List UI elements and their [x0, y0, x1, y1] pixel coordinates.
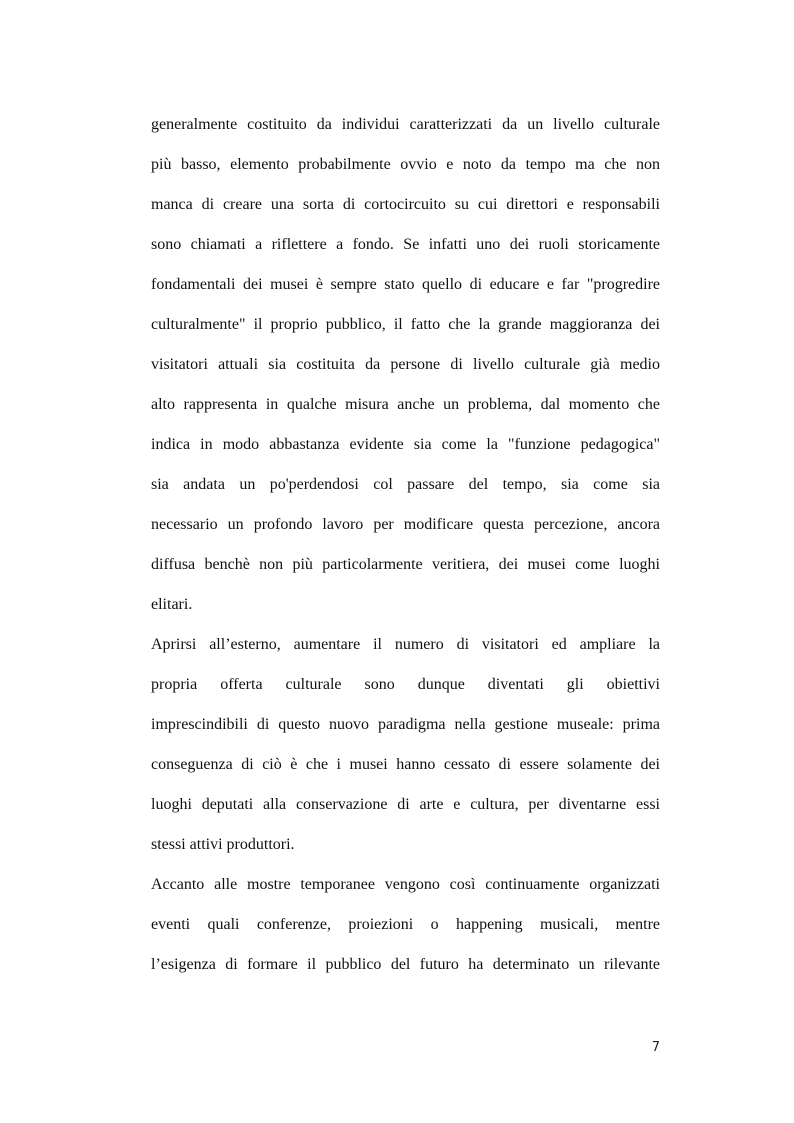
text-line: culturalmente" il proprio pubblico, il fatto che la grande maggioranza dei — [151, 316, 660, 333]
page-number: 7 — [651, 1040, 660, 1055]
text-line: indica in modo abbastanza evidente sia come la "funzione pedagogica" — [151, 436, 660, 453]
text-line: propria offerta culturale sono dunque diventati gli obiettivi — [151, 676, 660, 693]
text-line: necessario un profondo lavoro per modificare questa percezione, ancora — [151, 516, 660, 533]
text-line: diffusa benchè non più particolarmente veritiera, dei musei come luoghi — [151, 556, 660, 573]
text-line: elitari. — [151, 596, 193, 613]
text-line: eventi quali conferenze, proiezioni o happening musicali, mentre — [151, 916, 660, 933]
text-line: sono chiamati a riflettere a fondo. Se infatti uno dei ruoli storicamente — [151, 236, 660, 253]
text-line: manca di creare una sorta di cortocircuito su cui direttori e responsabili — [151, 196, 660, 213]
text-line: luoghi deputati alla conservazione di arte e cultura, per diventarne essi — [151, 796, 660, 813]
text-line: Aprirsi all’esterno, aumentare il numero di visitatori ed ampliare la — [151, 636, 660, 653]
text-line: Accanto alle mostre temporanee vengono così continuamente organizzati — [151, 876, 660, 893]
text-line: più basso, elemento probabilmente ovvio e noto da tempo ma che non — [151, 156, 660, 173]
text-line: visitatori attuali sia costituita da persone di livello culturale già medio — [151, 356, 660, 373]
text-line: alto rappresenta in qualche misura anche un problema, dal momento che — [151, 396, 660, 413]
text-line: fondamentali dei musei è sempre stato quello di educare e far "progredire — [151, 276, 660, 293]
text-line: generalmente costituito da individui caratterizzati da un livello culturale — [151, 116, 660, 133]
text-line: imprescindibili di questo nuovo paradigma nella gestione museale: prima — [151, 716, 660, 733]
body-text — [151, 111, 660, 991]
text-line: stessi attivi produttori. — [151, 836, 295, 853]
text-line: sia andata un po'perdendosi col passare del tempo, sia come sia — [151, 476, 660, 493]
text-line: l’esigenza di formare il pubblico del futuro ha determinato un rilevante — [151, 956, 660, 973]
text-line: conseguenza di ciò è che i musei hanno cessato di essere solamente dei — [151, 756, 660, 773]
